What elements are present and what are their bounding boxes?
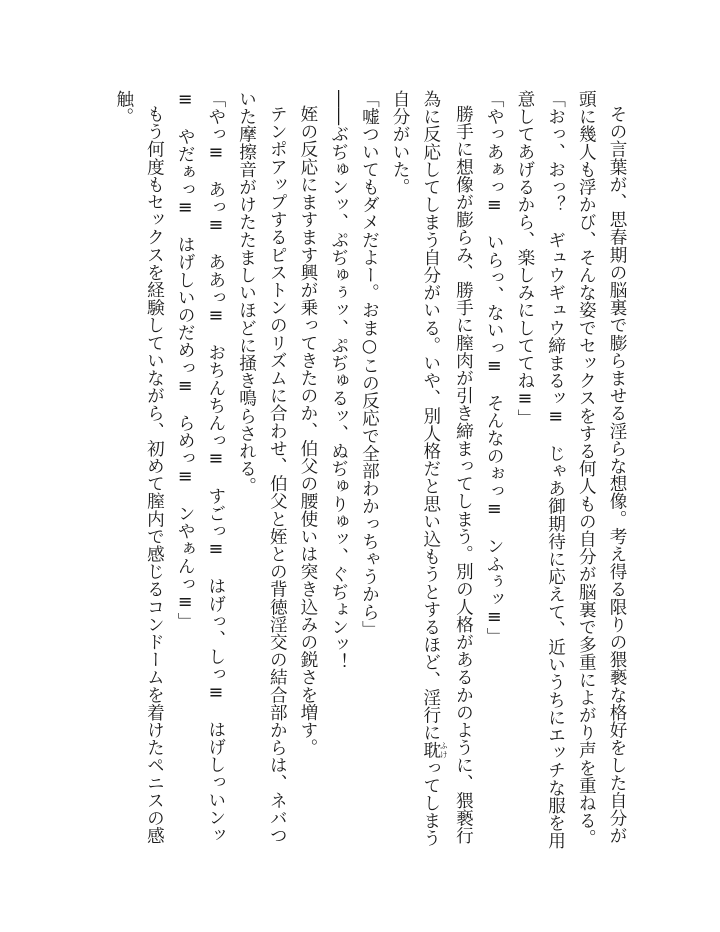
heart-mark: ≡ xyxy=(545,406,566,427)
text-line: 「おっ、おっ？ ギュウギュウ締まるッ≡ じゃあ御期待に応えて、近いうちにエッチな服を用 xyxy=(545,90,566,850)
text-line: テンポアップするピストンのリズムに合わせ、伯父と姪との背徳淫交の結合部からは、ネバつ xyxy=(267,105,288,845)
heart-mark: ≡ xyxy=(175,466,196,487)
vertical-text-page xyxy=(108,90,632,860)
text-line: 自分がいた。 xyxy=(390,90,411,196)
text-line: いた摩擦音がけたたましいほどに掻き鳴らされる。 xyxy=(236,90,257,495)
heart-mark: ≡ xyxy=(205,306,226,327)
ruby-word xyxy=(420,741,449,759)
heart-mark: ≡ xyxy=(484,195,505,216)
text-line: その言葉が、思春期の脳裏で膨らませる淫らな想像。考え得る限りの猥褻な格好をした自分が xyxy=(607,105,627,845)
text-line: 意してあげるから、楽しみにしててね≡」 xyxy=(514,90,535,427)
heart-mark: ≡ xyxy=(514,389,535,410)
heart-mark: ≡ xyxy=(484,607,505,628)
heart-mark: ≡ xyxy=(175,376,196,397)
text-segment: ってしまう xyxy=(420,758,441,847)
text-segment: 為に反応してしまう自分がいる。いや、別人格だと思い込もうとするほど、淫行に xyxy=(420,90,441,742)
text-line: 「やっあぁっ≡ いらっ、ないっ≡ そんなのぉっ≡ ンふぅッ≡」 xyxy=(484,90,505,646)
heart-mark: ≡ xyxy=(205,142,226,163)
heart-mark: ≡ xyxy=(484,499,505,520)
heart-mark: ≡ xyxy=(205,215,226,236)
heart-mark: ≡ xyxy=(175,90,196,110)
text-line: 「やっ≡ あっ≡ ああっ≡ おちんちんっ≡ すごっ≡ はげっ、しっ≡ はげしっいンッ xyxy=(205,90,226,844)
heart-mark: ≡ xyxy=(205,539,226,560)
heart-mark: ≡ xyxy=(484,356,505,377)
text-line xyxy=(415,90,448,860)
text-line: 「嘘ついてもダメだよー。おま○この反応で全部わかっちゃうから」 xyxy=(359,90,380,638)
ruby-reading: ふけ xyxy=(439,741,449,759)
heart-mark: ≡ xyxy=(205,449,226,470)
text-line: 姪の反応にますます興が乗ってきたのか、伯父の腰使いは突き込みの鋭さを増す。 xyxy=(297,105,318,757)
text-line: ――ぶぢゅンッ、ぷぢゅぅッ、ぷぢゅるッ、ぬぢゅりゅッ、ぐぢょンッ！ xyxy=(328,90,349,671)
text-line: ≡ やだぁっ≡ はげしいのだめっ≡ らめっ≡ ンやぁんっ≡」 xyxy=(175,90,196,631)
text-line: 頭に幾人も浮かび、そんな姿でセックスをする何人もの自分が脳裏で多重によがり声を重ねる。 xyxy=(576,90,597,847)
text-line: 勝手に想像が膨らみ、勝手に膣肉が引き締まってしまう。別の人格があるかのように、猥褻行 xyxy=(453,105,474,845)
heart-mark: ≡ xyxy=(205,682,226,703)
text-line: もう何度もセックスを経験していながら、初めて膣内で感じるコンドームを着けたペニスの感 xyxy=(144,105,165,845)
heart-mark: ≡ xyxy=(175,198,196,218)
text-line: 触。 xyxy=(113,90,134,126)
heart-mark: ≡ xyxy=(175,592,196,613)
ruby-base: 耽 xyxy=(420,741,441,759)
